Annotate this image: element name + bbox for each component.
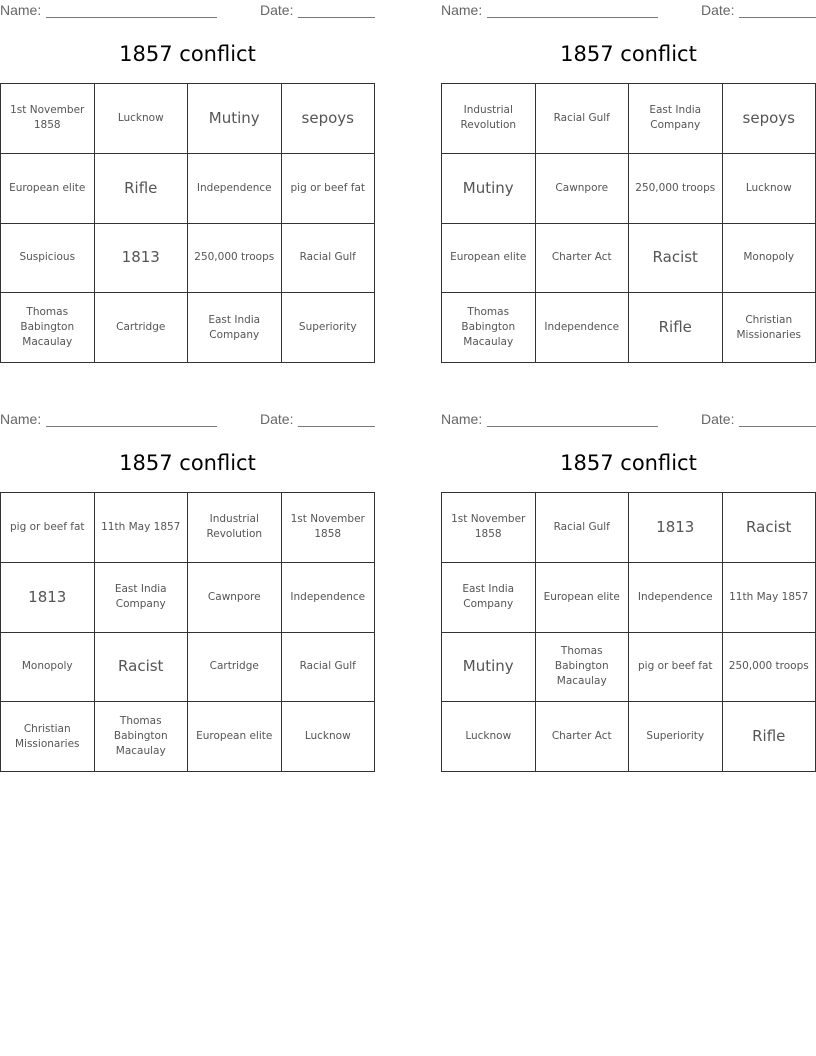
bingo-cell: European elite: [1, 154, 95, 224]
bingo-cell: pig or beef fat: [282, 154, 376, 224]
bingo-cell: Lucknow: [442, 702, 536, 772]
bingo-cell: Charter Act: [536, 702, 630, 772]
card-title: 1857 conflict: [560, 42, 697, 66]
bingo-cell: Thomas Babington Macaulay: [536, 633, 630, 703]
card-title: 1857 conflict: [560, 451, 697, 475]
bingo-grid: [441, 83, 816, 363]
bingo-cell: Lucknow: [723, 154, 816, 224]
card-title: 1857 conflict: [119, 451, 256, 475]
card-title: 1857 conflict: [119, 42, 256, 66]
bingo-cell: Racial Gulf: [282, 633, 376, 703]
bingo-cell: pig or beef fat: [629, 633, 723, 703]
bingo-cell: European elite: [536, 563, 630, 633]
bingo-cell: East India Company: [442, 563, 536, 633]
name-blank-line: [46, 17, 217, 18]
bingo-cell: East India Company: [629, 84, 723, 154]
bingo-cell: Christian Missionaries: [723, 293, 816, 363]
bingo-cell: 1st November 1858: [1, 84, 95, 154]
bingo-cell: Industrial Revolution: [188, 493, 282, 563]
bingo-cell: Thomas Babington Macaulay: [442, 293, 536, 363]
bingo-cell: Racist: [95, 633, 189, 703]
name-date-header: [0, 2, 375, 20]
bingo-cell: 1813: [1, 563, 95, 633]
name-blank-line: [487, 426, 658, 427]
name-date-header: [441, 411, 816, 429]
bingo-cell: Racist: [629, 224, 723, 294]
name-blank-line: [487, 17, 658, 18]
bingo-cell: Lucknow: [95, 84, 189, 154]
bingo-cell: Independence: [536, 293, 630, 363]
bingo-cell: Independence: [629, 563, 723, 633]
bingo-cell: 1813: [95, 224, 189, 294]
name-label: Name:: [0, 2, 42, 18]
bingo-cell: Monopoly: [723, 224, 816, 294]
name-date-header: [441, 2, 816, 20]
bingo-cell: Rifle: [95, 154, 189, 224]
bingo-cell: Mutiny: [442, 633, 536, 703]
date-label: Date:: [701, 2, 735, 18]
bingo-cell: sepoys: [723, 84, 816, 154]
date-blank-line: [739, 426, 816, 427]
bingo-cell: Racial Gulf: [536, 493, 630, 563]
bingo-cell: Mutiny: [188, 84, 282, 154]
bingo-grid: [0, 492, 375, 772]
bingo-cell: Monopoly: [1, 633, 95, 703]
bingo-cell: pig or beef fat: [1, 493, 95, 563]
date-label: Date:: [260, 2, 294, 18]
bingo-cell: 11th May 1857: [723, 563, 816, 633]
bingo-cell: sepoys: [282, 84, 376, 154]
bingo-cell: Racial Gulf: [536, 84, 630, 154]
bingo-cell: 1st November 1858: [282, 493, 376, 563]
bingo-cell: 1st November 1858: [442, 493, 536, 563]
bingo-cell: Thomas Babington Macaulay: [95, 702, 189, 772]
bingo-cell: Charter Act: [536, 224, 630, 294]
bingo-cell: European elite: [442, 224, 536, 294]
bingo-cell: 1813: [629, 493, 723, 563]
date-blank-line: [298, 426, 375, 427]
name-label: Name:: [0, 411, 42, 427]
bingo-cell: Rifle: [629, 293, 723, 363]
bingo-cell: 250,000 troops: [723, 633, 816, 703]
bingo-cell: Lucknow: [282, 702, 376, 772]
name-date-header: [0, 411, 375, 429]
bingo-cell: 250,000 troops: [188, 224, 282, 294]
name-label: Name:: [441, 411, 483, 427]
bingo-cell: Christian Missionaries: [1, 702, 95, 772]
bingo-cell: Cartridge: [95, 293, 189, 363]
bingo-cell: Superiority: [282, 293, 376, 363]
bingo-cell: 11th May 1857: [95, 493, 189, 563]
date-blank-line: [298, 17, 375, 18]
bingo-cell: East India Company: [95, 563, 189, 633]
bingo-cell: Industrial Revolution: [442, 84, 536, 154]
bingo-cell: Cawnpore: [188, 563, 282, 633]
bingo-cell: Suspicious: [1, 224, 95, 294]
bingo-cell: Rifle: [723, 702, 816, 772]
bingo-cell: Thomas Babington Macaulay: [1, 293, 95, 363]
bingo-card: [0, 409, 375, 781]
date-label: Date:: [701, 411, 735, 427]
bingo-card: [441, 0, 816, 372]
bingo-grid: [441, 492, 816, 772]
bingo-cell: Independence: [188, 154, 282, 224]
bingo-grid: [0, 83, 375, 363]
bingo-cell: East India Company: [188, 293, 282, 363]
bingo-card: [441, 409, 816, 781]
date-blank-line: [739, 17, 816, 18]
name-blank-line: [46, 426, 217, 427]
bingo-cell: Mutiny: [442, 154, 536, 224]
bingo-cell: Cawnpore: [536, 154, 630, 224]
bingo-cell: Racial Gulf: [282, 224, 376, 294]
bingo-cell: Racist: [723, 493, 816, 563]
bingo-cell: Cartridge: [188, 633, 282, 703]
bingo-cell: European elite: [188, 702, 282, 772]
bingo-cell: 250,000 troops: [629, 154, 723, 224]
bingo-card: [0, 0, 375, 372]
bingo-cell: Superiority: [629, 702, 723, 772]
name-label: Name:: [441, 2, 483, 18]
date-label: Date:: [260, 411, 294, 427]
bingo-cell: Independence: [282, 563, 376, 633]
